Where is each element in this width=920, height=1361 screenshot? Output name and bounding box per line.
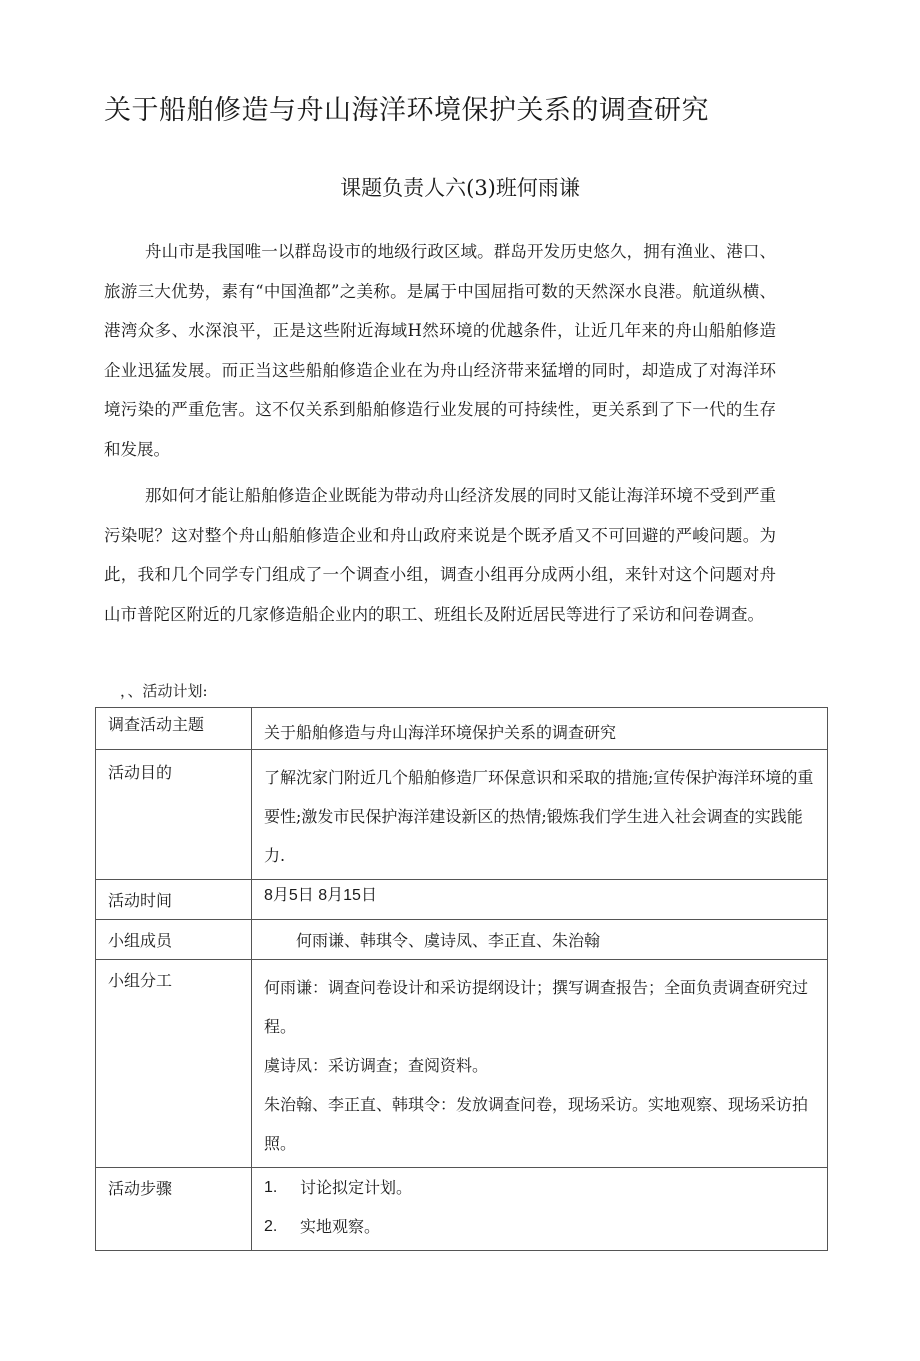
activity-plan-table: [95, 707, 828, 1251]
time-label: 活动时间: [96, 880, 252, 920]
list-item: [264, 1168, 817, 1207]
time-value: 8月5日 8月15日: [252, 880, 828, 920]
table-row: [96, 880, 828, 920]
theme-label: 调查活动主题: [96, 708, 252, 750]
division-item: 朱治翰、李正直、韩琪令：发放调查问卷，现场采访。实地观察、现场采访拍照。: [264, 1095, 809, 1153]
step-text: 讨论拟定计划。: [300, 1178, 413, 1197]
intro-paragraph: 舟山市是我国唯一以群岛设市的地级行政区域。群岛开发历史悠久，拥有渔业、港口、旅游三大优势，素有“中国渔都”之美称。是属于中国屈指可数的天然深水良港。航道纵横、港湾众多、水深浪平，正是这些附近海域H然环境的优越条件，让近几年来的舟山船舶修造企业迅猛发展。而正当这些船舶修造企业在为舟山经济带来猛增的同时，却造成了对海洋环境污染的严重危害。这不仅关系到船舶修造行业发展的可持续性，更关系到了下一代的生存和发展。: [104, 242, 776, 459]
table-row: [96, 1168, 828, 1251]
document-subtitle: 课题负责人六(3)班何雨谦: [340, 176, 580, 200]
table-row: [96, 920, 828, 960]
question-paragraph: 那如何才能让船舶修造企业既能为带动舟山经济发展的同时又能让海洋环境不受到严重污染呢？这对整个舟山船舶修造企业和舟山政府来说是个既矛盾又不可回避的严峻问题。为此，我和几个同学专门组成了一个调查小组，调查小组再分成两小组，来针对这个问题对舟山市普陀区附近的几家修造船企业内的职工、班组长及附近居民等进行了采访和问卷调查。: [104, 486, 776, 624]
step-number: 2.: [264, 1218, 278, 1235]
members-value: 何雨谦、韩琪令、虞诗凤、李正直、朱治翰: [252, 920, 828, 960]
table-row: [96, 708, 828, 750]
members-label: 小组成员: [96, 920, 252, 960]
theme-value: 关于船舶修造与舟山海洋环境保护关系的调查研究: [252, 708, 828, 750]
purpose-value: 了解沈家门附近几个船舶修造厂环保意识和采取的措施;宣传保护海洋环境的重要性;激发市民保护海洋建设新区的热情;锻炼我们学生进入社会调查的实践能力.: [252, 750, 828, 880]
division-item: 何雨谦：调查问卷设计和采访提纲设计；撰写调查报告；全面负责调查研究过程。: [264, 978, 809, 1036]
steps-value: [252, 1168, 828, 1251]
plan-section-label: ，、活动计划:: [120, 682, 208, 700]
division-item: 虞诗凤：采访调查；查阅资料。: [264, 1056, 489, 1075]
step-number: 1.: [264, 1179, 278, 1196]
purpose-label: 活动目的: [96, 750, 252, 880]
division-label: 小组分工: [96, 960, 252, 1168]
document-title: 关于船舶修造与舟山海洋环境保护关系的调查研究: [104, 95, 709, 126]
table-row: [96, 960, 828, 1168]
division-value: [252, 960, 828, 1168]
step-text: 实地观察。: [300, 1217, 381, 1236]
table-row: [96, 750, 828, 880]
list-item: [264, 1207, 817, 1246]
steps-label: 活动步骤: [96, 1168, 252, 1251]
